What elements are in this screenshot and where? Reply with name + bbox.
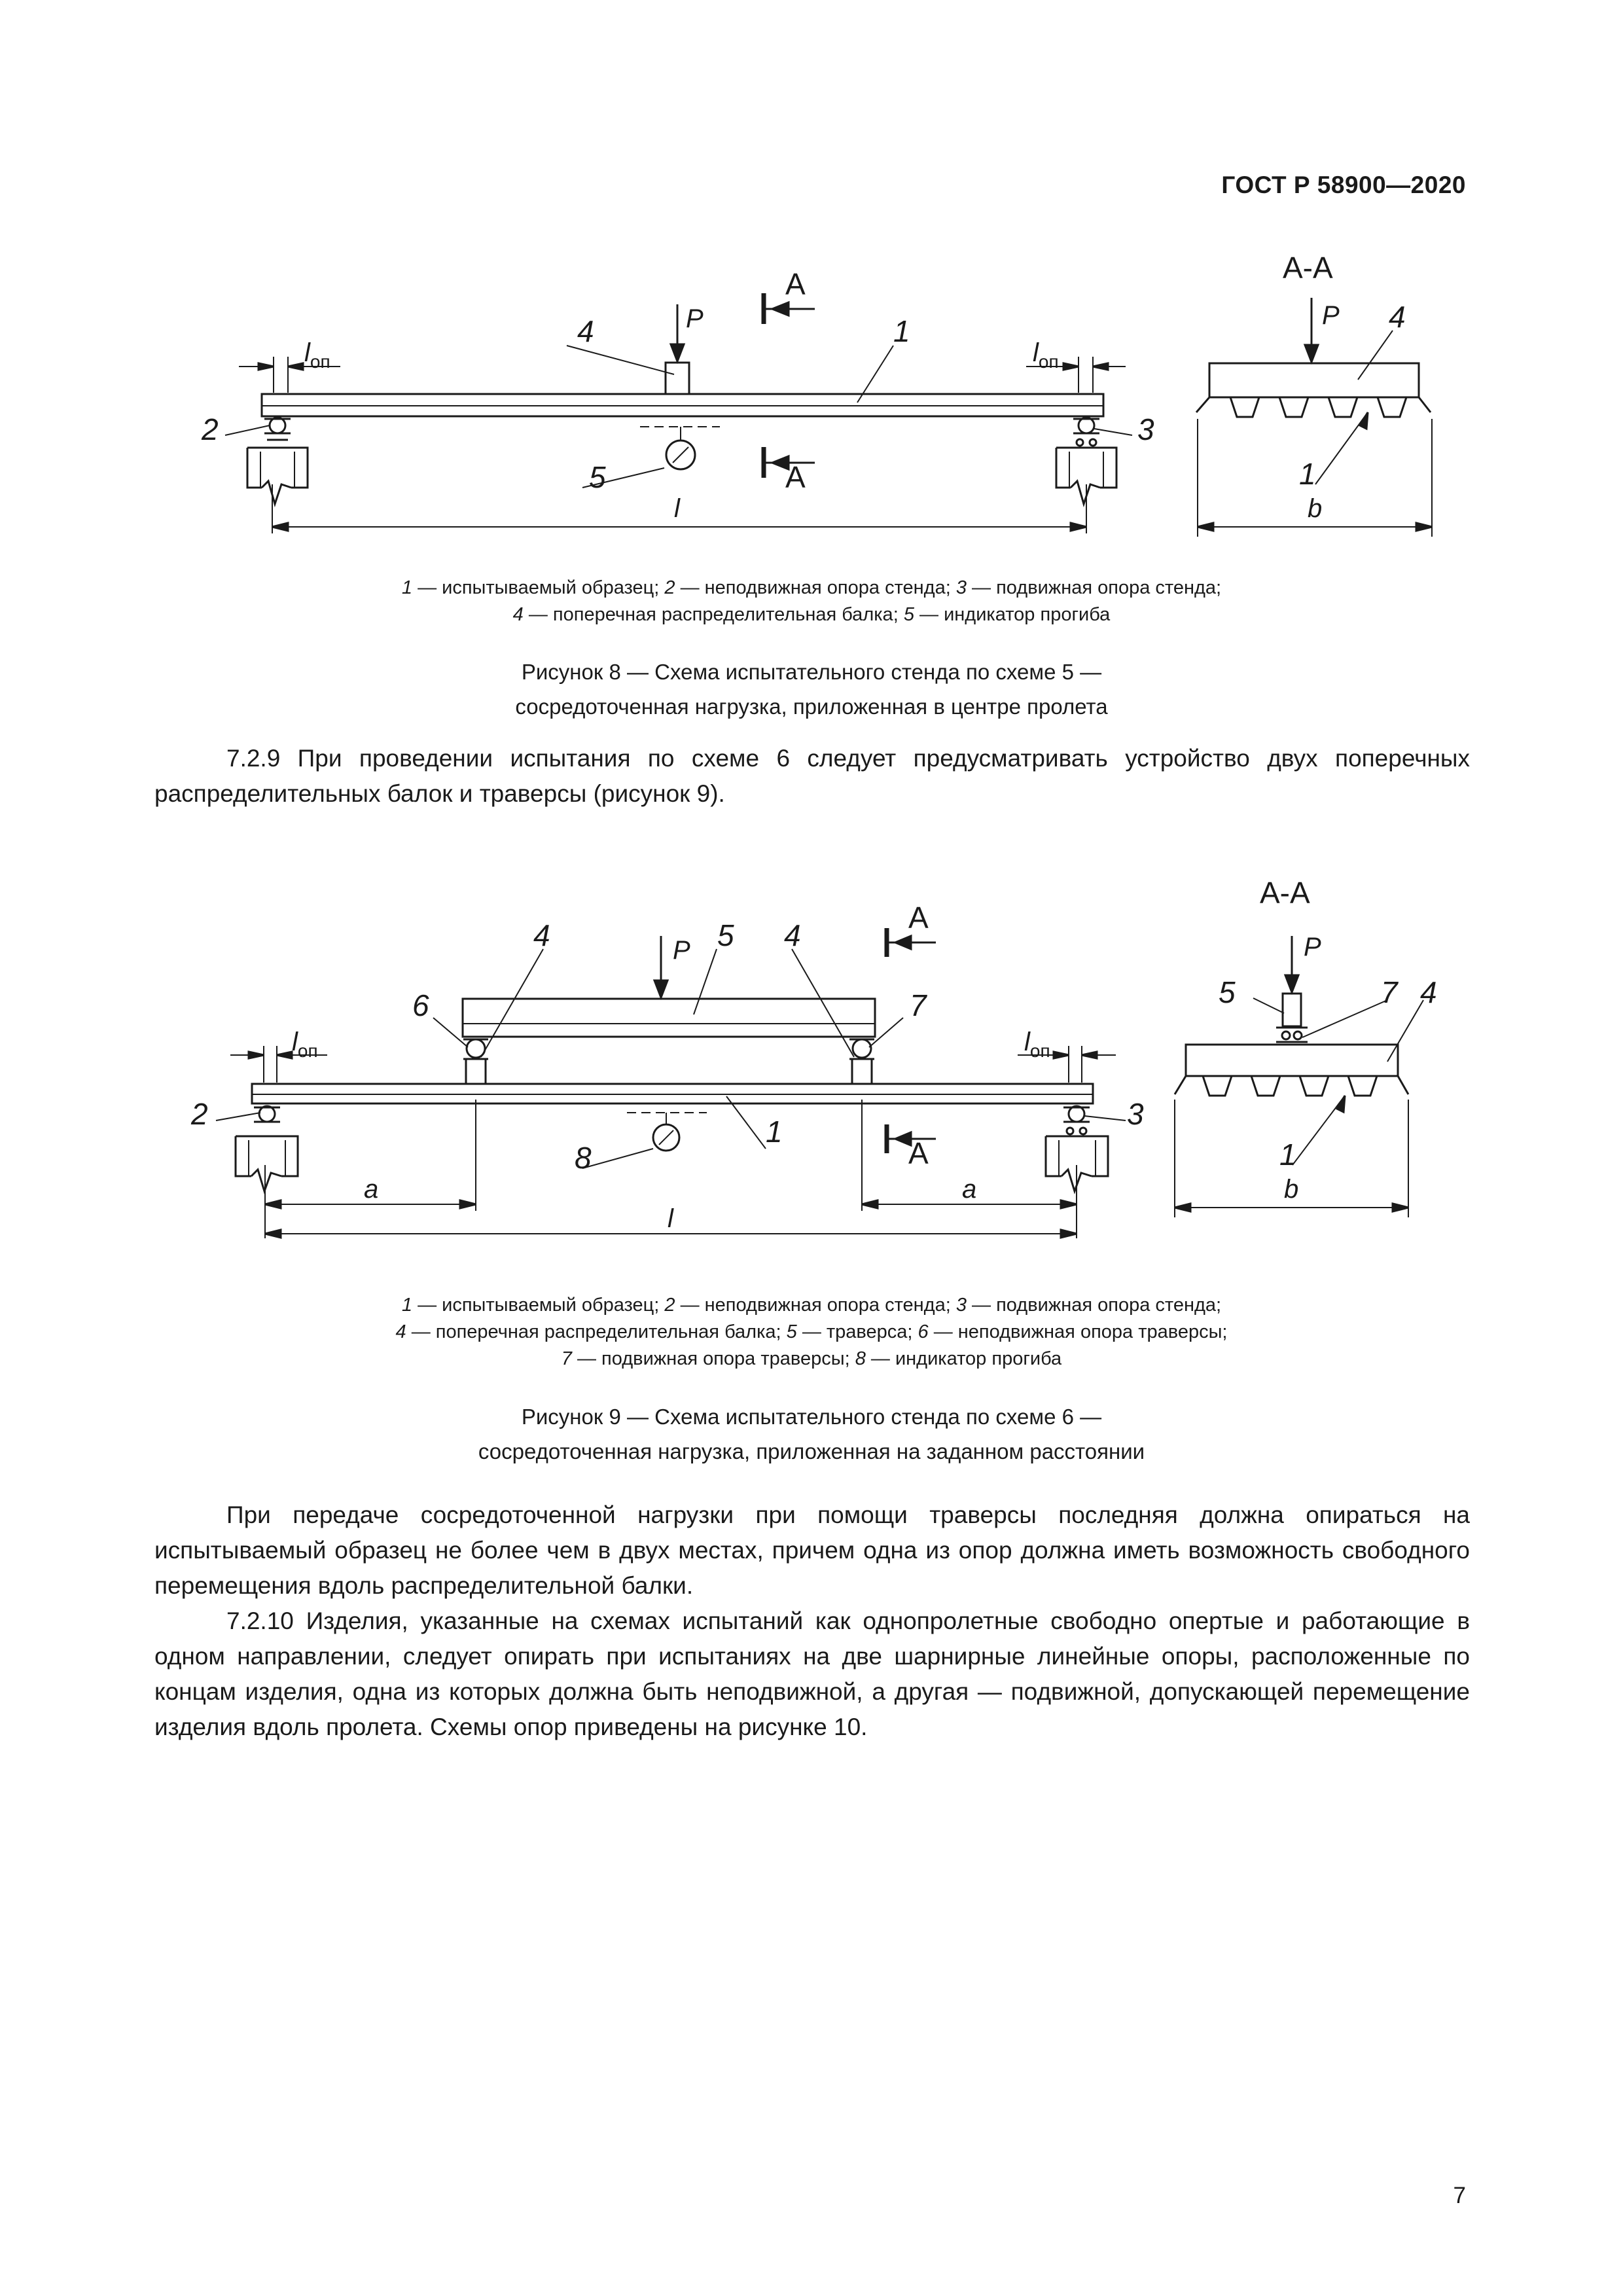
fig8-section-letter-top: А bbox=[785, 267, 806, 301]
fig9-callout-1: 1 bbox=[766, 1115, 783, 1149]
fig9-section-P: P bbox=[1304, 933, 1321, 961]
paragraph-7-2-9: 7.2.9 При проведении испытания по схеме 6 следует предусматривать устройство двух поперечных распределительных балок и траверсы (рисунок 9). bbox=[154, 745, 1470, 807]
fig8-load-P: P bbox=[686, 304, 704, 333]
fig8-width-b: b bbox=[1308, 494, 1323, 523]
svg-text:lоп: $l_{оп}$ bbox=[304, 338, 330, 372]
fig9-callout-4-right: 4 bbox=[784, 918, 801, 952]
fig8-callout-5: 5 bbox=[589, 460, 606, 494]
fig9-lop-left-sub: оп bbox=[297, 1041, 318, 1061]
fig9-callout-6: 6 bbox=[412, 988, 429, 1022]
fig9-callout-3: 3 bbox=[1127, 1097, 1144, 1131]
fig9-dim-a-right: a bbox=[962, 1175, 977, 1204]
fig8-section-callout-1: 1 bbox=[1299, 457, 1316, 491]
fig8-callout-2: 2 bbox=[202, 412, 219, 446]
fig9-callout-4-left: 4 bbox=[533, 918, 550, 952]
figure-8-legend: 1 — испытываемый образец; 2 — неподвижная опора стенда; 3 — подвижная опора стенда; 4 — поперечная распределительная балка; 5 — индикатор прогиба bbox=[401, 577, 1222, 625]
fig8-span-l: l bbox=[674, 494, 680, 523]
fig9-callout-8: 8 bbox=[575, 1141, 592, 1175]
page-number: 7 bbox=[1453, 2183, 1466, 2208]
fig9-section-title: А-А bbox=[1260, 876, 1310, 910]
fig8-section-title: А-А bbox=[1283, 251, 1333, 285]
body-paragraphs bbox=[154, 1498, 1470, 1745]
fig9-section-callout-1: 1 bbox=[1279, 1138, 1296, 1172]
fig8-callout-1: 1 bbox=[893, 314, 910, 348]
fig9-section-letter-bottom: А bbox=[908, 1136, 929, 1170]
fig8-lop-left-sub: оп bbox=[310, 351, 330, 372]
figure-9-diagram bbox=[0, 851, 1623, 1257]
figure-8-diagram bbox=[0, 0, 1623, 576]
document-header: ГОСТ Р 58900—2020 bbox=[1221, 171, 1466, 198]
figure-9-legend: 1 — испытываемый образец; 2 — неподвижная опора стенда; 3 — подвижная опора стенда; 4 — поперечная распределительная балка; 5 — траверса; 6 — неподвижная опора траверсы; 7 — подвижная опора траверсы; 8 — индикатор прогиба bbox=[395, 1295, 1228, 1369]
fig9-dim-a-left: a bbox=[364, 1175, 379, 1204]
fig9-lop-right-sub: оп bbox=[1029, 1041, 1050, 1061]
svg-text:lоп: $l_{оп}$ bbox=[1024, 1028, 1050, 1061]
fig9-callout-5: 5 bbox=[717, 918, 734, 952]
fig8-section-letter-bottom: А bbox=[785, 460, 806, 494]
fig8-callout-3: 3 bbox=[1137, 412, 1154, 446]
fig8-section-callout-4: 4 bbox=[1389, 300, 1406, 334]
fig9-section-callout-5: 5 bbox=[1219, 975, 1236, 1009]
fig9-callout-2: 2 bbox=[191, 1097, 208, 1131]
svg-text:lоп: $l_{оп}$ bbox=[1033, 338, 1059, 372]
fig8-callout-4: 4 bbox=[577, 314, 594, 348]
paragraph-traverse: При передаче сосредоточенной нагрузки при помощи траверсы последняя должна опираться на испытываемый образец не более чем в двух местах, причем одна из опор должна иметь возможность свободного перемещения вдоль распределительной балки. bbox=[154, 1501, 1470, 1599]
paragraph-7-2-10: 7.2.10 Изделия, указанные на схемах испытаний как однопролетные свободно опертые и работающие в одном направлении, следует опирать при испытаниях на две шарнирные линейные опоры, расположенные по концам изделия, одна из которых должна быть неподвижной, а другая — подвижной, допускающей перемещение изделия вдоль пролета. Схемы опор приведены на рисунке 10. bbox=[154, 1607, 1470, 1740]
fig9-width-b: b bbox=[1284, 1175, 1299, 1204]
fig9-section-callout-7: 7 bbox=[1381, 975, 1398, 1009]
fig9-load-P: P bbox=[673, 936, 690, 965]
fig8-lop-right-sub: оп bbox=[1038, 351, 1059, 372]
fig8-section-P: P bbox=[1322, 301, 1340, 330]
fig9-span-l: l bbox=[668, 1204, 673, 1233]
fig9-section-callout-4: 4 bbox=[1420, 975, 1437, 1009]
fig9-section-letter-top: А bbox=[908, 901, 929, 935]
svg-text:lоп: $l_{оп}$ bbox=[292, 1028, 318, 1061]
figure-9-caption: Рисунок 9 — Схема испытательного стенда по схеме 6 — сосредоточенная нагрузка, приложенная на заданном расстоянии bbox=[478, 1405, 1145, 1463]
figure-8-caption: Рисунок 8 — Схема испытательного стенда по схеме 5 — сосредоточенная нагрузка, приложенная в центре пролета bbox=[515, 660, 1108, 719]
fig9-callout-7: 7 bbox=[910, 988, 927, 1022]
